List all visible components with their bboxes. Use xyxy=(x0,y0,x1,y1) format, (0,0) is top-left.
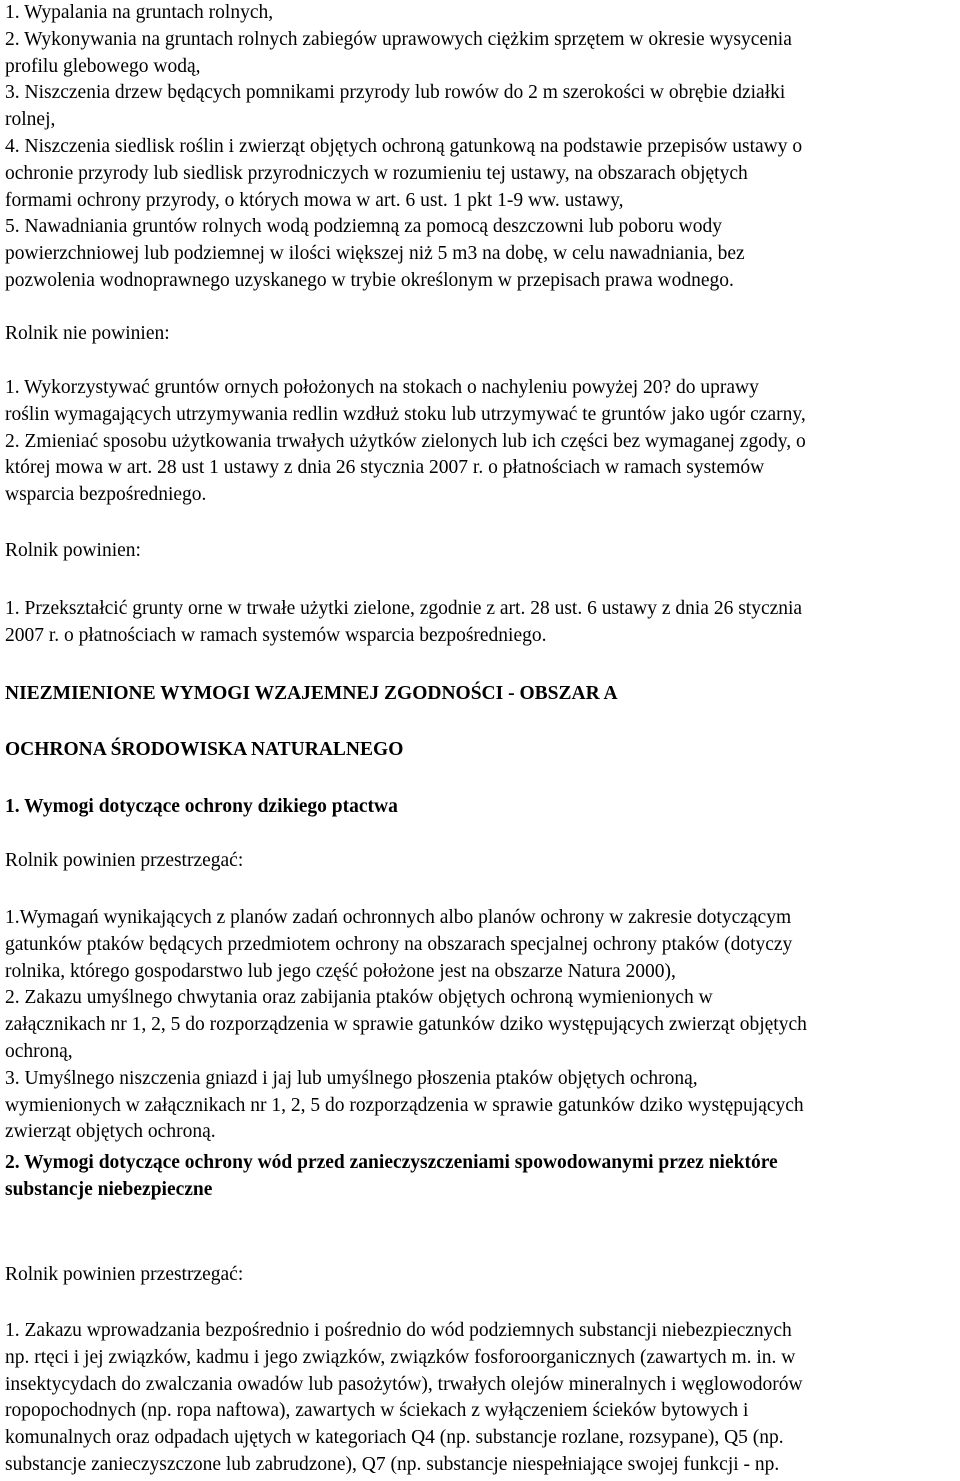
text-line: wsparcia bezpośredniego. xyxy=(5,484,207,506)
text-line: 3. Niszczenia drzew będących pomnikami przyrody lub rowów do 2 m szerokości w obrębie działki xyxy=(5,82,786,104)
text-line: 1. Zakazu wprowadzania bezpośrednio i pośrednio do wód podziemnych substancji niebezpiecznych xyxy=(5,1320,792,1341)
text-line: komunalnych oraz odpadach ujętych w kategoriach Q4 (np. substancje rozlane, rozsypane), Q5 (np. xyxy=(5,1427,784,1449)
text-line: ropopochodnych (np. ropa naftowa), zawartych w ściekach z wyłączeniem ścieków bytowych i xyxy=(5,1400,749,1422)
text-line: 1. Wykorzystywać gruntów ornych położonych na stokach o nachyleniu powyżej 20? do uprawy xyxy=(5,377,759,398)
text-line: Rolnik powinien przestrzegać: xyxy=(5,850,244,871)
text-line: załącznikach nr 1, 2, 5 do rozporządzenia w sprawie gatunków dziko występujących zwierząt objętych xyxy=(5,1014,807,1036)
rolnik-nie-powinien-label xyxy=(5,321,958,348)
text-line: Rolnik powinien: xyxy=(5,540,141,561)
rolnik-powinien-list xyxy=(5,596,958,650)
text-line: formami ochrony przyrody, o których mowa w art. 6 ust. 1 pkt 1-9 ww. ustawy, xyxy=(5,189,624,211)
text-line: której mowa w art. 28 ust 1 ustawy z dnia 26 stycznia 2007 r. o płatnościach w ramach systemów xyxy=(5,457,765,479)
heading-wymogi-2 xyxy=(5,1150,958,1204)
text-line: rolnej, xyxy=(5,109,56,131)
text-line: powierzchniowej lub podziemnej w ilości większej niż 5 m3 na dobę, w celu nawadniania, bez xyxy=(5,243,745,265)
rolnik-powinien-label xyxy=(5,538,958,565)
heading-wymogi-1 xyxy=(5,794,958,821)
text-line: rolnika, którego gospodarstwo lub jego część położone jest na obszarze Natura 2000), xyxy=(5,960,676,982)
text-line: 3. Umyślnego niszczenia gniazd i jaj lub umyślnego płoszenia ptaków objętych ochroną, xyxy=(5,1067,698,1089)
text-line: 1.Wymagań wynikających z planów zadań ochronnych albo planów ochrony w zakresie dotyczącym xyxy=(5,907,792,928)
rolnik-nie-powinien-list xyxy=(5,375,958,509)
wody-list xyxy=(5,1318,958,1479)
text-line: roślin wymagających utrzymywania redlin wzdłuż stoku lub utrzymywać te gruntów jako ugór czarny, xyxy=(5,403,806,425)
przestrzegac-label-1 xyxy=(5,848,958,875)
przestrzegac-label-2 xyxy=(5,1262,958,1289)
heading-line: 1. Wymogi dotyczące ochrony dzikiego ptactwa xyxy=(5,796,398,817)
heading-line: 2. Wymogi dotyczące ochrony wód przed zanieczyszczeniami spowodowanymi przez niektóre xyxy=(5,1152,778,1173)
text-line: 1. Przekształcić grunty orne w trwałe użytki zielone, zgodnie z art. 28 ust. 6 ustawy z dnia 26 stycznia xyxy=(5,598,803,619)
text-line: pozwolenia wodnoprawnego uzyskanego w trybie określonym w przepisach prawa wodnego. xyxy=(5,269,734,291)
text-line: insektycydach do zwalczania owadów lub pasożytów), trwałych olejów mineralnych i węglowodorów xyxy=(5,1373,803,1395)
heading-line: substancje niebezpieczne xyxy=(5,1178,213,1200)
ptactwo-list xyxy=(5,905,958,1146)
text-line: gatunków ptaków będących przedmiotem ochrony na obszarach specjalnej ochrony ptaków (dotyczy xyxy=(5,933,793,955)
text-line: ochroną, xyxy=(5,1040,73,1062)
text-line: 2. Zakazu umyślnego chwytania oraz zabijania ptaków objętych ochroną wymienionych w xyxy=(5,987,713,1009)
heading-line: OCHRONA ŚRODOWISKA NATURALNEGO xyxy=(5,739,404,760)
heading-ochrona xyxy=(5,737,958,764)
heading-obszar-a xyxy=(5,681,958,708)
text-line: 4. Niszczenia siedlisk roślin i zwierząt objętych ochroną gatunkową na podstawie przepisów ustawy o xyxy=(5,135,803,157)
heading-line: NIEZMIENIONE WYMOGI WZAJEMNEJ ZGODNOŚCI - OBSZAR A xyxy=(5,683,618,704)
text-line: wymienionych w załącznikach nr 1, 2, 5 do rozporządzenia w sprawie gatunków dziko występujących xyxy=(5,1094,804,1116)
text-line: Rolnik powinien przestrzegać: xyxy=(5,1264,244,1285)
intro-list xyxy=(5,0,958,295)
text-line: np. rtęci i jej związków, kadmu i jego związków, związków fosforoorganicznych (zawartych m. in. w xyxy=(5,1346,796,1368)
text-line: 2. Wykonywania na gruntach rolnych zabiegów uprawowych ciężkim sprzętem w okresie wysycenia xyxy=(5,28,792,50)
text-line: 1. Wypalania na gruntach rolnych, xyxy=(5,2,274,23)
text-line: Rolnik nie powinien: xyxy=(5,323,170,344)
text-line: 2007 r. o płatnościach w ramach systemów wsparcia bezpośredniego. xyxy=(5,624,547,646)
text-line: substancje zanieczyszczone lub zabrudzone), Q7 (np. substancje niespełniające swojej funkcji - np. xyxy=(5,1453,780,1475)
text-line: ochronie przyrody lub siedlisk przyrodniczych w rozumieniu tej ustawy, na obszarach objętych xyxy=(5,162,748,184)
text-line: 5. Nawadniania gruntów rolnych wodą podziemną za pomocą deszczowni lub poboru wody xyxy=(5,216,722,238)
text-line: zwierząt objętych ochroną. xyxy=(5,1121,216,1143)
text-line: profilu glebowego wodą, xyxy=(5,55,201,77)
text-line: 2. Zmieniać sposobu użytkowania trwałych użytków zielonych lub ich części bez wymaganej zgody, o xyxy=(5,430,806,452)
